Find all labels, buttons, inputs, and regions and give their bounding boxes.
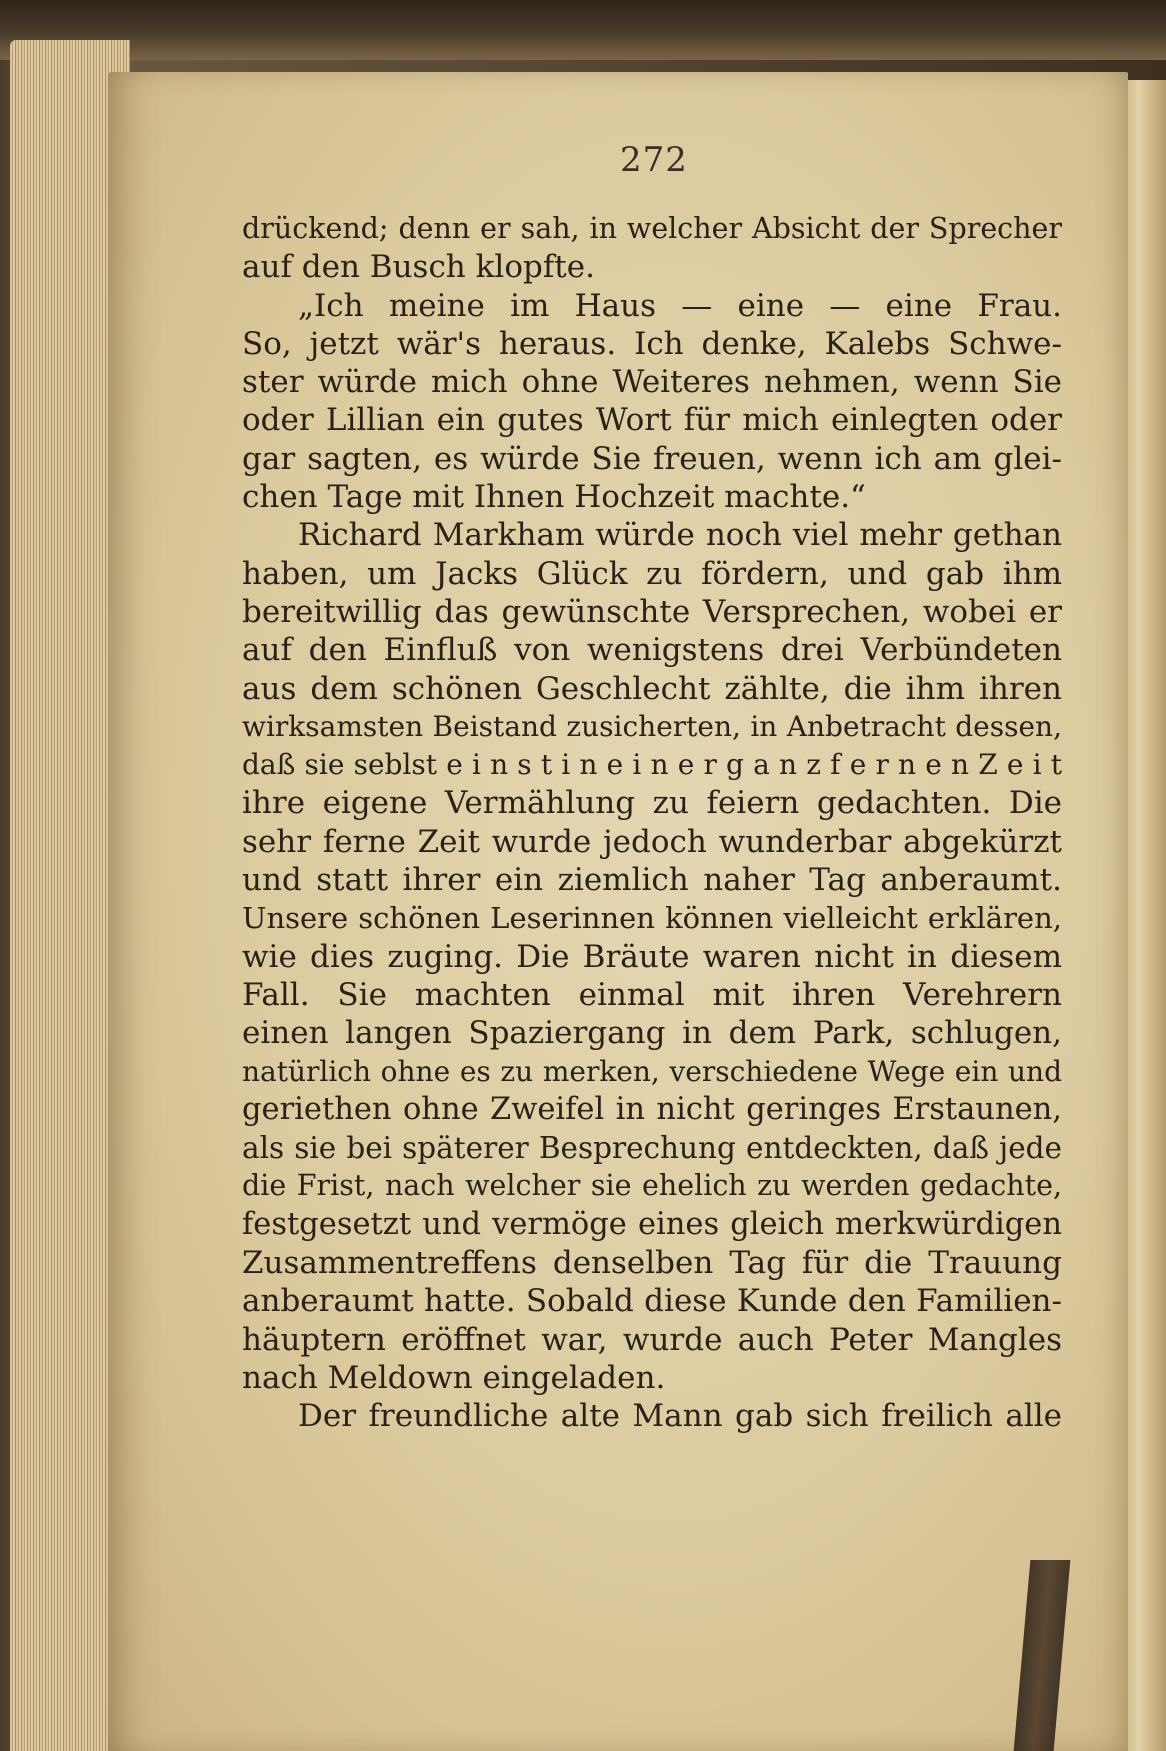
text-line: chen Tage mit Ihnen Hochzeit machte.“ <box>242 479 866 516</box>
text-line: wirksamsten Beistand zusicherten, in Anbetracht dessen, <box>242 709 1062 743</box>
text-line: sehr ferne Zeit wurde jedoch wunderbar abgekürzt <box>242 823 1062 860</box>
text-line: auf den Busch klopfte. <box>242 249 595 286</box>
text-line: Unsere schönen Leserinnen können vielleicht erklären, <box>242 901 1062 936</box>
text-line: Der freundliche alte Mann gab sich freilich alle <box>298 1398 1062 1435</box>
text-line: wie dies zuging. Die Bräute waren nicht in diesem <box>242 938 1062 975</box>
text-line: einen langen Spaziergang in dem Park, schlugen, <box>242 1015 1062 1052</box>
text-line: aus dem schönen Geschlecht zählte, die ihm ihren <box>242 670 1062 707</box>
text-line: häuptern eröffnet war, wurde auch Peter Mangles <box>242 1321 1062 1358</box>
text-line: daß sie seblst e i n s t i n e i n e r g a n z f e r n e n Z e i t <box>242 748 1062 782</box>
text-line: ihre eigene Vermählung zu feiern gedachten. Die <box>242 785 1062 822</box>
text-line: gar sagten, es würde Sie freuen, wenn ich am glei- <box>242 440 1062 477</box>
text-line: Zusammentreffens denselben Tag für die Trauung <box>242 1245 1062 1282</box>
text-line: „Ich meine im Haus — eine — eine Frau. <box>298 287 1062 324</box>
text-line: die Frist, nach welcher sie ehelich zu werden gedachte, <box>242 1169 1062 1203</box>
text-line: bereitwillig das gewünschte Versprechen, wobei er <box>242 593 1062 630</box>
text-line: ster würde mich ohne Weiteres nehmen, wenn Sie <box>242 364 1062 401</box>
text-line: haben, um Jacks Glück zu fördern, und gab ihm <box>242 555 1062 592</box>
text-line: und statt ihrer ein ziemlich naher Tag anberaumt. <box>242 862 1062 899</box>
text-line: als sie bei späterer Besprechung entdeckten, daß jede <box>242 1131 1062 1166</box>
text-line: oder Lillian ein gutes Wort für mich einlegten oder <box>242 402 1062 439</box>
page-number: 272 <box>620 140 688 180</box>
book-top-edge <box>0 0 1166 60</box>
page-text <box>242 210 1062 1436</box>
text-line: anberaumt hatte. Sobald diese Kunde den Familien- <box>242 1283 1062 1320</box>
text-line: drückend; denn er sah, in welcher Absicht der Sprecher <box>242 212 1062 245</box>
text-line: festgesetzt und vermöge eines gleich merkwürdigen <box>242 1206 1062 1242</box>
text-line: natürlich ohne es zu merken, verschiedene Wege ein und <box>242 1054 1062 1088</box>
text-line: Richard Markham würde noch viel mehr gethan <box>298 517 1062 554</box>
text-line: nach Meldown eingeladen. <box>242 1359 666 1396</box>
text-line: So, jetzt wär's heraus. Ich denke, Kalebs Schwe- <box>242 325 1062 362</box>
text-line: Fall. Sie machten einmal mit ihren Verehrern <box>242 976 1062 1013</box>
text-line: geriethen ohne Zweifel in nicht geringes Erstaunen, <box>242 1091 1062 1127</box>
text-line: auf den Einfluß von wenigstens drei Verbündeten <box>242 632 1062 669</box>
